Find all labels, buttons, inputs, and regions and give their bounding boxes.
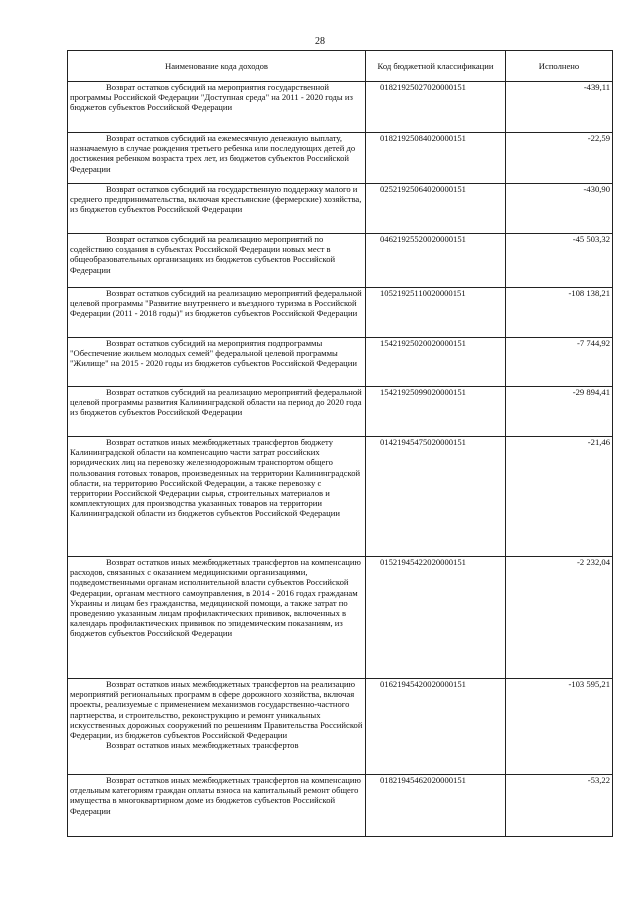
table-row [68,288,613,338]
table-row [68,338,613,387]
row-code: 01521945422020000151 [366,557,506,679]
row-amount: -7 744,92 [506,338,613,387]
row-code: 04621925520020000151 [366,234,506,288]
table-row [68,775,613,837]
row-name-text: Возврат остатков субсидий на мероприятия государственной программы Российской Федерации "Доступная среда" на 2011 - 2020 годы из бюджетов субъектов Российской Федерации [70,82,353,113]
row-code: 01621945420020000151 [366,679,506,775]
table-row [68,679,613,775]
table-body [68,82,613,837]
row-name [68,437,366,557]
row-amount: -29 894,41 [506,387,613,437]
row-name-text: Возврат остатков субсидий на реализацию мероприятий федеральной целевой программы развития Калининградской области на период до 2020 года из бюджетов субъектов Российской Федерации [70,387,362,418]
row-name [68,82,366,133]
row-amount: -439,11 [506,82,613,133]
row-code: 01821945462020000151 [366,775,506,837]
table-row [68,234,613,288]
row-amount: -103 595,21 [506,679,613,775]
row-name-text: Возврат остатков субсидий на реализацию мероприятий федеральной целевой программы "Развитие внутреннего и въездного туризма в Российской Федерации (2011 - 2018 годы)" из бюджетов субъектов Российской Федерации [70,288,362,319]
table-row [68,82,613,133]
row-code: 01821925027020000151 [366,82,506,133]
row-name-text: Возврат остатков субсидий на мероприятия подпрограммы "Обеспечение жильем молодых семей" федеральной целевой программы "Жилище" на 2015 - 2020 годы из бюджетов субъектов Российской Федерации [70,338,357,369]
table-row [68,557,613,679]
row-amount: -2 232,04 [506,557,613,679]
row-name [68,679,366,775]
row-code: 02521925064020000151 [366,184,506,234]
row-code: 15421925099020000151 [366,387,506,437]
row-amount: -21,46 [506,437,613,557]
row-code: 10521925110020000151 [366,288,506,338]
row-name [68,184,366,234]
row-name-text: Возврат остатков субсидий на ежемесячную денежную выплату, назначаемую в случае рождения третьего ребенка или последующих детей до достижения ребенком возраста трех лет, из бюджетов субъектов Российской Федерации [70,133,356,174]
table-header-row [68,51,613,82]
row-name-text: Возврат остатков иных межбюджетных трансфертов на компенсацию расходов, связанных с оказанием медицинскими организациями, подведомственными органам исполнительной власти субъектов Российской Федерации, органам местного самоуправления, в 2014 - 2016 годах гражданам Украины и лицам без гражданства, медицинской помощи, а также затрат по проведению указанным лицам профилактических прививок, включенных в календарь профилактических прививок по эпидемическим показаниям, из бюджетов субъектов Российской Федерации [70,557,361,639]
page-number: 28 [315,36,325,47]
table-row [68,184,613,234]
row-name [68,338,366,387]
row-name-text: Возврат остатков иных межбюджетных трансфертов бюджету Калининградской области на компенсацию части затрат российских юридических лиц на перевозку железнодорожным транспортом общего пользования готовых товаров, произведенных на территории Калининградской области, на территорию Российской Федерации, а также перевозку с территории Российской Федерации сырья, строительных материалов и комплектующих для производства указанных товаров на территории Калининградской области из бюджетов субъектов Российской Федерации [70,437,361,519]
table-row [68,387,613,437]
table-row [68,133,613,184]
table-row [68,437,613,557]
row-amount: -108 138,21 [506,288,613,338]
row-name-text: Возврат остатков иных межбюджетных трансфертов на реализацию мероприятий региональных программ в сфере дорожного хозяйства, включая проекты, реализуемые с применением механизмов государственно-частного партнерства, и строительство, реконструкцию и ремонт уникальных искусственных дорожных сооружений по решениям Правительства Российской Федерации, из бюджетов субъектов Российской Федерации [70,679,363,741]
row-code: 01821925084020000151 [366,133,506,184]
row-amount: -53,22 [506,775,613,837]
row-name [68,775,366,837]
header-name: Наименование кода доходов [68,51,366,82]
row-code: 01421945475020000151 [366,437,506,557]
row-name-text: Возврат остатков субсидий на реализацию мероприятий по содействию создания в субъектах Российской Федерации новых мест в общеобразовательных организациях из бюджетов субъектов Российской Федерации [70,234,336,275]
row-name [68,234,366,288]
header-amount: Исполнено [506,51,613,82]
row-name-text: Возврат остатков субсидий на государственную поддержку малого и среднего предпринимательства, включая крестьянские (фермерские) хозяйства, из бюджетов субъектов Российской Федерации [70,184,362,215]
row-name [68,387,366,437]
row-amount: -22,59 [506,133,613,184]
row-name-text: Возврат остатков иных межбюджетных трансфертов на компенсацию отдельным категориям граждан оплаты взноса на капитальный ремонт общего имущества в многоквартирном доме из бюджетов субъектов Российской Федерации [70,775,361,816]
revenue-table [67,50,613,837]
row-amount: -45 503,32 [506,234,613,288]
header-code: Код бюджетной классификации [366,51,506,82]
row-amount: -430,90 [506,184,613,234]
row-name [68,288,366,338]
row-name [68,557,366,679]
row-name [68,133,366,184]
row-code: 15421925020020000151 [366,338,506,387]
row-name-extra: Возврат остатков иных межбюджетных трансфертов [106,740,299,751]
